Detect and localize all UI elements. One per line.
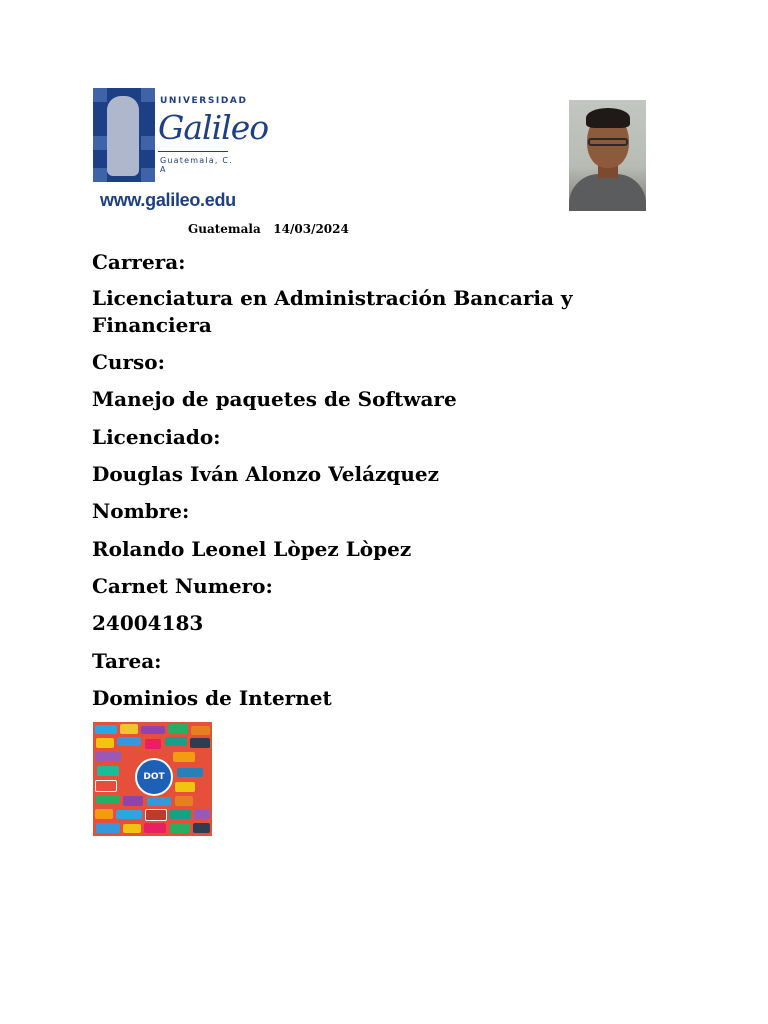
student-id-label: Carnet Numero: xyxy=(92,574,273,598)
instructor-value: Douglas Iván Alonzo Velázquez xyxy=(92,462,440,486)
assignment-value: Dominios de Internet xyxy=(92,686,332,710)
student-id-value: 24004183 xyxy=(92,611,204,635)
logo-university-text: UNIVERSIDAD xyxy=(160,96,248,106)
university-logo xyxy=(93,86,269,212)
internet-domains-image xyxy=(93,722,212,836)
dateline-place: Guatemala xyxy=(188,222,261,236)
career-label: Carrera: xyxy=(92,250,186,274)
instructor-label: Licenciado: xyxy=(92,425,221,449)
dateline xyxy=(188,222,349,236)
logo-name-text: Galileo xyxy=(158,108,269,147)
dateline-date: 14/03/2024 xyxy=(273,222,349,236)
logo-url: www.galileo.edu xyxy=(100,190,236,210)
course-label: Curso: xyxy=(92,350,165,374)
name-value: Rolando Leonel Lòpez Lòpez xyxy=(92,537,412,561)
logo-divider xyxy=(158,151,228,152)
student-photo xyxy=(569,100,646,211)
logo-city-text: Guatemala, C. A xyxy=(160,156,233,174)
name-label: Nombre: xyxy=(92,499,190,523)
assignment-label: Tarea: xyxy=(92,649,162,673)
course-value: Manejo de paquetes de Software xyxy=(92,387,457,411)
career-value: Licenciatura en Administración Bancaria y Financiera xyxy=(92,286,573,337)
dot-badge: DOT xyxy=(135,758,173,796)
galileo-emblem-icon xyxy=(93,88,155,182)
